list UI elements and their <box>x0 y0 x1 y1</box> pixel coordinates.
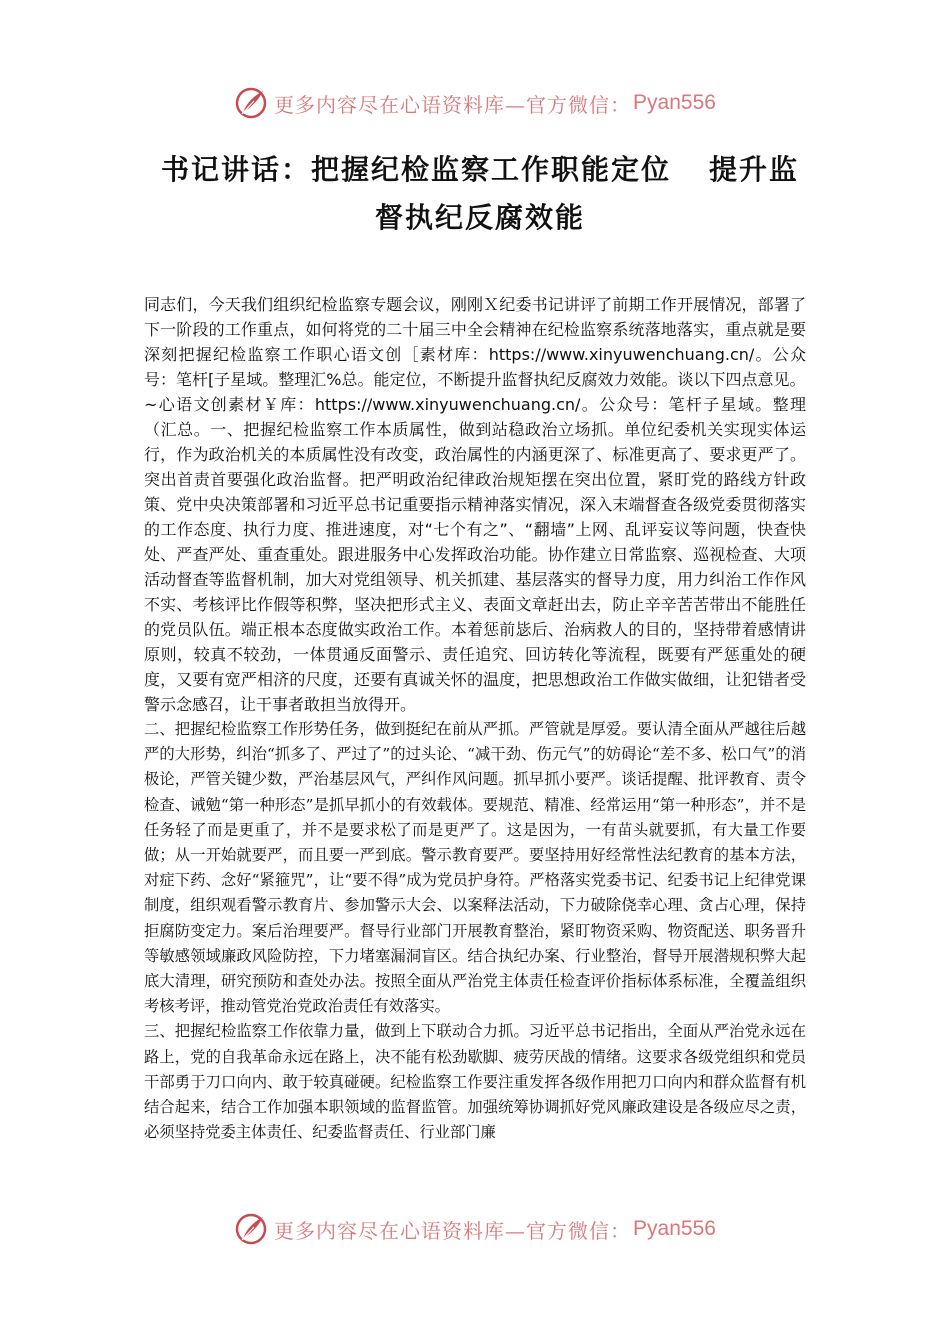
banner-text: 更多内容尽在心语资料库—官方微信： <box>274 1218 632 1243</box>
paragraph-section-1: ~心语文创素材￥库：https://www.xinyuwenchuang.cn/。公众号：笔杆子星域。整理（汇总。一、把握纪检监察工作本质属性，做到站稳政治立场抓。单位纪委机关实现实体运行，作为政治机关的本质属性没有改变，政治属性的内涵更深了、标准更高了、要求更严了。突出首责首要强化政治监督。把严明政治纪律政治规矩摆在突出位置，紧盯党的路线方针政策、党中央决策部署和习近平总书记重要指示精神落实情况，深入末端督查各级党委贯彻落实的工作态度、执行力度、推进速度，对“七个有之”、“翻墙”上网、乱评妄议等问题，快查快处、严查严处、重查重处。跟进服务中心发挥政治功能。协作建立日常监察、巡视检查、大项活动督查等监督机制，加大对党组领导、机关抓建、基层落实的督导力度，用力纠治工作作风不实、考核评比作假等积弊，坚决把形式主义、表面文章赶出去，防止辛辛苦苦带出不能胜任的党员队伍。端正根本态度做实政治工作。本着惩前毖后、治病救人的目的，坚持带着感情讲原则，较真不较劲，一体贯通反面警示、责任追究、回访转化等流程，既要有严惩重处的硬度，又要有宽严相济的尺度，还要有真诚关怀的温度，把思想政治工作做实做细，让犯错者受警示念感召，让干事者敢担当放得开。 <box>144 395 806 714</box>
banner-wechat-id: Pyan556 <box>633 91 716 114</box>
title-part-2: 提升监督执纪反腐效能 <box>374 153 800 234</box>
banner-wechat-id: Pyan556 <box>633 1217 716 1240</box>
banner-text: 更多内容尽在心语资料库—官方微信： <box>274 92 632 117</box>
feather-logo-icon <box>234 86 268 120</box>
paragraph-section-2: 二、把握纪检监察工作形势任务，做到挺纪在前从严抓。严管就是厚爱。要认清全面从严越往后越严的大形势，纠治“抓多了、严过了”的过头论、“减干劲、伤元气”的妨碍论“差不多、松口气”的消极论，严管关键少数，严治基层风气，严纠作风问题。抓早抓小要严。谈话提醒、批评教育、责令检查、诫勉“第一种形态”是抓早抓小的有效载体。要规范、精准、经常运用“第一种形态”，并不是任务轻了而是更重了，并不是要求松了而是更严了。这是因为，一有苗头就要抓，有大量工作要做；从一开始就要严，而且要一严到底。警示教育要严。要坚持用好经常性法纪教育的基本方法，对症下药、念好“紧箍咒”，让“要不得”成为党员护身符。严格落实党委书记、纪委书记上纪律党课制度，组织观看警示教育片、参加警示大会、以案释法活动，下力破除侥幸心理、贪占心理，保持拒腐防变定力。案后治理要严。督导行业部门开展教育整治，紧盯物资采购、物资配送、职务晋升等敏感领域廉政风险防控，下力堵塞漏洞盲区。结合执纪办案、行业整治，督导开展潜规积弊大起底大清理，研究预防和查处办法。按照全面从严治党主体责任检查评价指标体系标准，全覆盖组织考核考评，推动管党治党政治责任有效落实。 <box>144 720 806 1016</box>
footer-banner <box>0 1209 950 1249</box>
document-body <box>144 292 806 1145</box>
header-banner <box>0 83 950 123</box>
title-part-1: 书记讲话：把握纪检监察工作职能定位 <box>160 153 671 186</box>
document-title <box>150 146 810 242</box>
paragraph-intro: 同志们，今天我们组织纪检监察专题会议，刚刚Ｘ纪委书记讲评了前期工作开展情况，部署了下一阶段的工作重点，如何将党的二十届三中全会精神在纪检监察系统落地落实，重点就是要深刻把握纪检监察工作职心语文创［素材库：https://www.xinyuwenchuang.cn/。公众号：笔杆[子星域。整理汇%总。能定位，不断提升监督执纪反腐效力效能。谈以下四点意见。 <box>144 295 806 389</box>
feather-logo-icon <box>234 1212 268 1246</box>
paragraph-section-3: 三、把握纪检监察工作依靠力量，做到上下联动合力抓。习近平总书记指出，全面从严治党永远在路上，党的自我革命永远在路上，决不能有松劲歇脚、疲劳厌战的情绪。这要求各级党组织和党员干部勇于刀口向内、敢于较真碰硬。纪检监察工作要注重发挥各级作用把刀口向内和群众监督有机结合起来，结合工作加强本职领域的监督监管。加强统筹协调抓好党风廉政建设是各级应尽之责，必须坚持党委主体责任、纪委监督责任、行业部门廉 <box>144 1022 806 1142</box>
